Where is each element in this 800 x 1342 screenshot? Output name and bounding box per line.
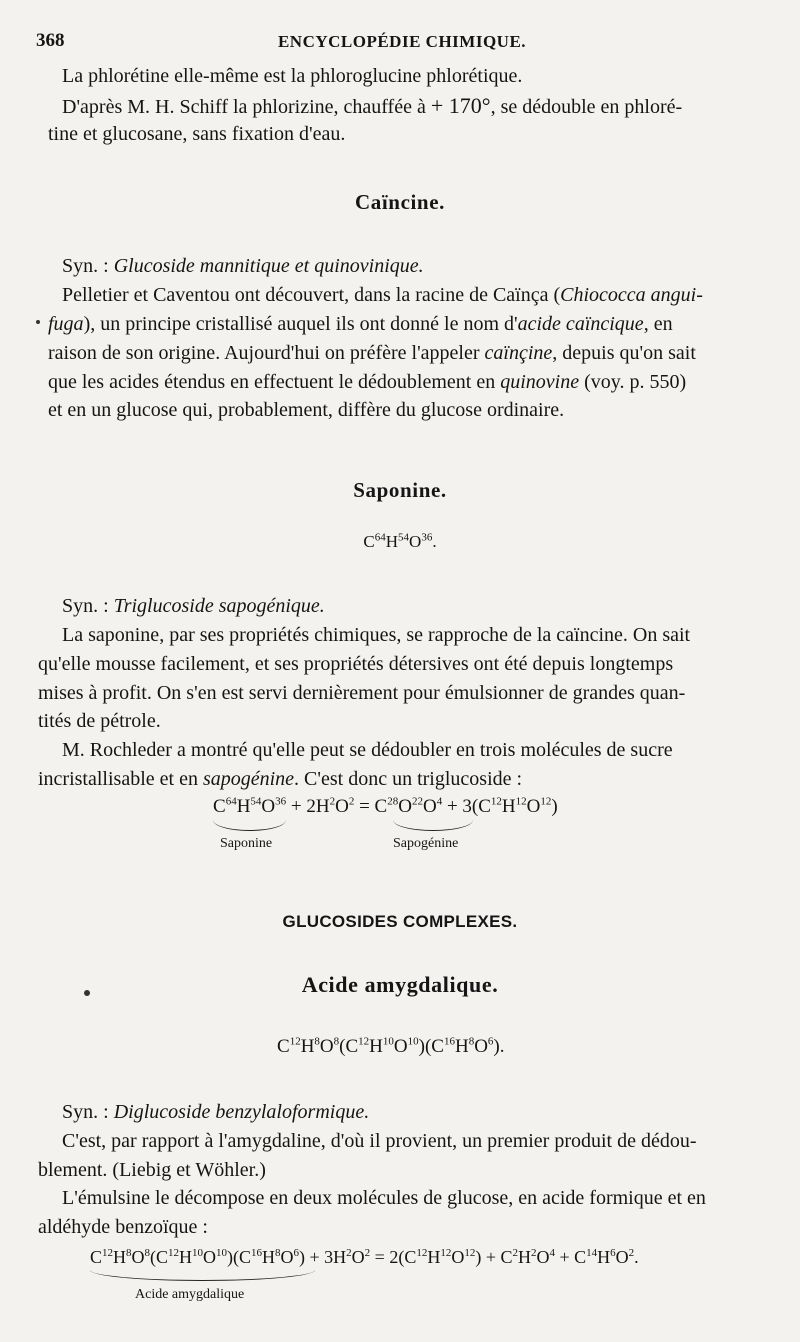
text-run: (voy. p. 550) (579, 371, 687, 393)
label-sapogenine: Sapogénine (393, 836, 459, 851)
italic-run: caïnçine (484, 342, 553, 364)
saponine-p1-l1: La saponine, par ses propriétés chimiques, se rapproche de la caïncine. On sait (62, 624, 691, 646)
label-saponine: Saponine (220, 836, 273, 851)
formula-part: O (409, 532, 422, 551)
saponine-p1-l4: tités de pétrole. (38, 710, 161, 732)
caincine-syn (62, 252, 767, 281)
italic-run: fuga (48, 313, 84, 335)
saponine-p2-l1: M. Rochleder a montré qu'elle peut se dédoubler en trois molécules de sucre (62, 739, 673, 761)
saponine-p2-l2 (38, 765, 743, 794)
formula-sup: 64 (374, 531, 386, 544)
formula-part: H (385, 532, 399, 551)
intro-text: D'après M. H. Schiff la phlorizine, chauffée à (62, 96, 426, 118)
running-head: ENCYCLOPÉDIE CHIMIQUE. (277, 32, 527, 51)
formula-part: . (432, 532, 437, 551)
syn-label: Syn. : (62, 595, 109, 617)
italic-run: Chiococca angui- (560, 284, 703, 306)
italic-run: acide caïncique (517, 313, 644, 335)
text-run: Pelletier et Caventou ont découvert, dans la racine de Caïnça ( (62, 284, 561, 306)
intro-text-end: , se dédouble en phloré- (490, 96, 683, 118)
syn-label: Syn. : (62, 1101, 109, 1123)
text-run: incristallisable et en (38, 768, 203, 790)
amygdalique-p2-l2: aldéhyde benzoïque : (38, 1216, 208, 1238)
section-title-glucosides-complexes: GLUCOSIDES COMPLEXES. (282, 912, 518, 931)
page-number: 368 (36, 30, 65, 51)
section-title-saponine: Saponine. (353, 478, 447, 502)
amygdalique-p2-l1: L'émulsine le décompose en deux molécules de glucose, en acide formique et en (62, 1187, 706, 1209)
label-acide-amygdalique: Acide amygdalique (135, 1287, 245, 1302)
caincine-line-5: et en un glucose qui, probablement, diffère du glucose ordinaire. (48, 399, 565, 421)
text-run: , en (643, 313, 673, 335)
margin-mark (36, 320, 40, 324)
intro-paragraph (62, 91, 767, 122)
syn-text: Diglucoside benzylaloformique. (113, 1101, 370, 1123)
brace-acide-amygdalique (90, 1270, 315, 1281)
formula-sup: 36 (421, 531, 433, 544)
syn-label: Syn. : (62, 255, 109, 277)
brace-sapogenine (393, 820, 473, 831)
page-header (36, 30, 768, 56)
saponine-p1-l3: mises à profit. On s'en est servi dernièrement pour émulsionner de grandes quan- (38, 682, 686, 704)
saponine-syn (62, 592, 767, 621)
intro-line-3: tine et glucosane, sans fixation d'eau. (48, 123, 346, 145)
italic-run: quinovine (500, 371, 580, 393)
text-run: . C'est donc un triglucoside : (294, 768, 523, 790)
caincine-line-2 (48, 310, 753, 339)
italic-run: sapogénine (202, 768, 295, 790)
saponine-equation: $C^{64}H^{54}O^{36} + 2H^2O^2 = C^{28}O^{22}O^4 + 3(C^{12}H^{12}O^{12})$ (213, 795, 558, 817)
amygdalique-syn (62, 1098, 767, 1127)
text-run: que les acides étendus en effectuent le dédoublement en (48, 371, 501, 393)
syn-text: Triglucoside sapogénique. (113, 595, 325, 617)
formula-sup: 54 (398, 531, 410, 544)
intro-line-1: La phlorétine elle-même est la phloroglucine phlorétique. (62, 65, 523, 87)
text-run: ), un principe cristallisé auquel ils ont donné le nom d' (83, 313, 518, 335)
caincine-line-3 (48, 339, 753, 368)
amygdalique-formula: $C^{12}H^8O^8(C^{12}H^{10}O^{10})(C^{16}H^8O^6)$. (277, 1035, 505, 1057)
amygdalique-p1-l2: blement. (Liebig et Wöhler.) (38, 1159, 266, 1181)
temperature-value: + 170° (430, 93, 491, 118)
formula-part: C (363, 532, 375, 551)
syn-text: Glucoside mannitique et quinovinique. (113, 255, 424, 277)
brace-saponine (213, 820, 286, 831)
saponine-p1-l2: qu'elle mousse facilement, et ses propriétés détersives ont été depuis longtemps (38, 653, 674, 675)
caincine-line-4 (48, 368, 753, 397)
text-run: raison de son origine. Aujourd'hui on préfère l'appeler (48, 342, 485, 364)
section-title-acide-amygdalique: Acide amygdalique. (301, 972, 499, 997)
saponine-formula (0, 532, 800, 552)
amygdalique-equation: $C^{12}H^8O^8(C^{12}H^{10}O^{10})(C^{16}H^8O^6) + 3H^2O^2 = 2(C^{12}H^{12}O^{12}) + C^2H^2O^4 + C^{14}H^6O^2$. (90, 1247, 639, 1267)
caincine-line-1 (62, 281, 767, 310)
amygdalique-p1-l1: C'est, par rapport à l'amygdaline, d'où il provient, un premier produit de dédou- (62, 1130, 697, 1152)
section-title-caincine: Caïncine. (355, 190, 445, 214)
text-run: , depuis qu'on sait (552, 342, 696, 364)
